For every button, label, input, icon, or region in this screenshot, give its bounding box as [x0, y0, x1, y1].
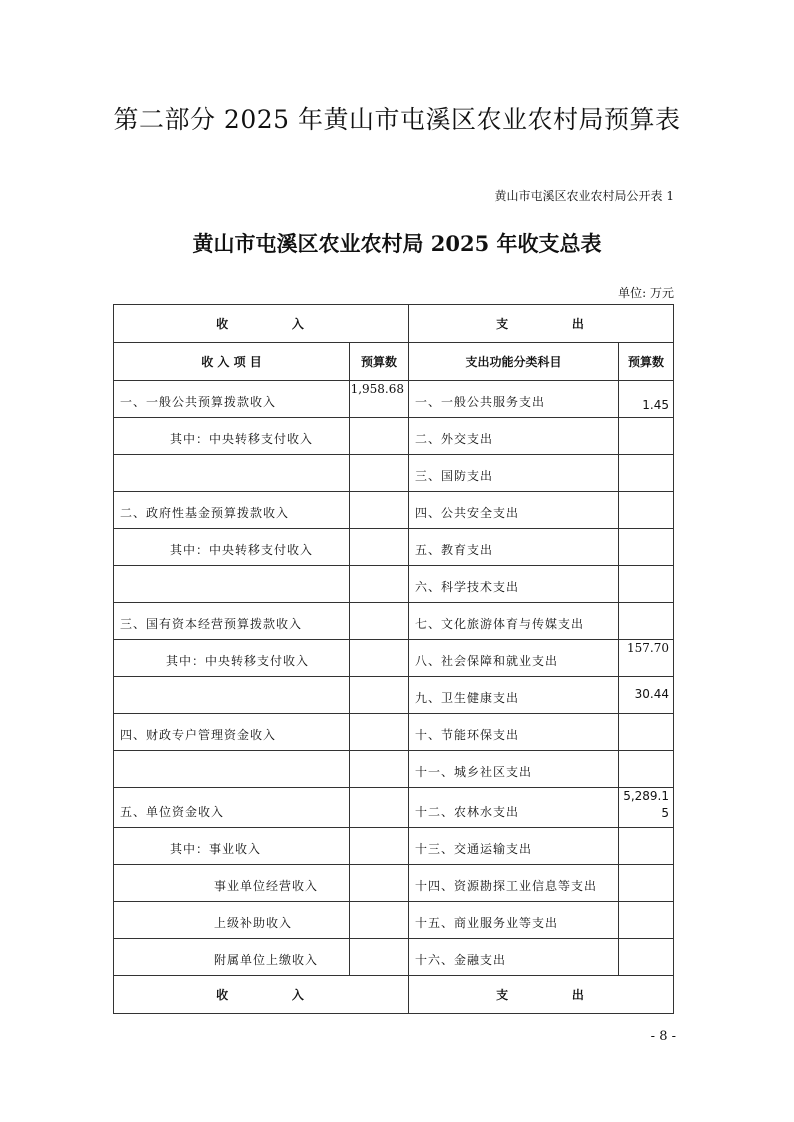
- expense-item: 十五、商业服务业等支出: [415, 916, 559, 930]
- income-amount: [350, 970, 408, 975]
- expense-item: 六、科学技术支出: [415, 580, 520, 594]
- income-item: 其中：中央转移支付收入: [170, 543, 314, 557]
- expense-amount: 1.45: [642, 398, 669, 412]
- page-number: - 8 -: [650, 1029, 676, 1044]
- table-row: [114, 455, 674, 492]
- table-row: [114, 788, 674, 828]
- table-row: [114, 714, 674, 751]
- expense-item: 一、一般公共服务支出: [415, 395, 546, 409]
- income-item: [114, 780, 349, 787]
- expense-item: 十一、城乡社区支出: [415, 765, 533, 779]
- table-row: [114, 828, 674, 865]
- income-header: 收 入: [114, 305, 409, 343]
- table-row: [114, 640, 674, 677]
- unit-label: 单位: 万元: [618, 286, 674, 300]
- income-amount: [350, 449, 408, 454]
- income-amount: [350, 896, 408, 901]
- expense-item: 二、外交支出: [415, 432, 494, 446]
- expense-item: 十四、资源勘探工业信息等支出: [415, 879, 598, 893]
- income-item: 一、一般公共预算拨款收入: [120, 395, 277, 409]
- income-item: 二、政府性基金预算拨款收入: [120, 506, 290, 520]
- income-amount: [350, 634, 408, 639]
- expense-amount: [619, 523, 673, 528]
- expense-item: 十六、金融支出: [415, 953, 507, 967]
- income-item: [114, 484, 349, 491]
- table-row: [114, 939, 674, 976]
- table-footer-row: [114, 976, 674, 1014]
- income-amount: 1,958.68: [350, 382, 404, 396]
- col-income-item: 收 入 项 目: [114, 343, 350, 381]
- income-item: 上级补助收入: [214, 916, 293, 930]
- income-item: [114, 706, 349, 713]
- expense-item: 四、公共安全支出: [415, 506, 520, 520]
- expense-amount: [619, 560, 673, 565]
- expense-amount: [619, 896, 673, 901]
- income-footer: 收 入: [114, 976, 409, 1014]
- income-amount: [350, 560, 408, 565]
- income-amount: [350, 486, 408, 491]
- income-item: 其中：中央转移支付收入: [170, 432, 314, 446]
- col-expense-budget: 预算数: [619, 343, 674, 381]
- expense-item: 十、节能环保支出: [415, 728, 520, 742]
- part-title: 第二部分 2025 年黄山市屯溪区农业农村局预算表: [113, 105, 681, 134]
- income-amount: [350, 933, 408, 938]
- income-amount: [350, 523, 408, 528]
- budget-summary-table: [113, 304, 674, 1014]
- income-amount: [350, 745, 408, 750]
- table-row: [114, 566, 674, 603]
- expense-amount: [619, 745, 673, 750]
- expense-amount: 157.70: [627, 641, 669, 655]
- income-amount: [350, 597, 408, 602]
- expense-header: 支 出: [409, 305, 674, 343]
- income-item: 五、单位资金收入: [120, 805, 225, 819]
- income-item: 三、国有资本经营预算拨款收入: [120, 617, 303, 631]
- expense-amount: [619, 597, 673, 602]
- expense-item: 十二、农林水支出: [415, 805, 520, 819]
- table-row: [114, 492, 674, 529]
- expense-item: 三、国防支出: [415, 469, 494, 483]
- income-item: 其中：中央转移支付收入: [166, 654, 310, 668]
- column-header-row: [114, 343, 674, 381]
- expense-amount: [619, 634, 673, 639]
- income-amount: [350, 782, 408, 787]
- expense-amount: [619, 486, 673, 491]
- income-item: 附属单位上缴收入: [214, 953, 319, 967]
- table-row: [114, 865, 674, 902]
- table-row: [114, 529, 674, 566]
- expense-amount: 30.44: [634, 687, 669, 701]
- income-amount: [350, 822, 408, 827]
- table-row: [114, 418, 674, 455]
- table-row: [114, 902, 674, 939]
- income-item: 事业单位经营收入: [214, 879, 319, 893]
- col-income-budget: 预算数: [350, 343, 409, 381]
- income-item: 其中：事业收入: [170, 842, 262, 856]
- income-amount: [350, 859, 408, 864]
- expense-footer: 支 出: [409, 976, 674, 1014]
- table-header-row: [114, 305, 674, 343]
- expense-item: 十三、交通运输支出: [415, 842, 533, 856]
- expense-amount: [619, 859, 673, 864]
- expense-amount: 5,289.15: [623, 789, 669, 820]
- expense-item: 八、社会保障和就业支出: [415, 654, 559, 668]
- table-row: [114, 603, 674, 640]
- expense-amount: [619, 449, 673, 454]
- income-item: [114, 595, 349, 602]
- income-amount: [350, 708, 408, 713]
- expense-amount: [619, 970, 673, 975]
- col-expense-item: 支出功能分类科目: [409, 343, 619, 381]
- expense-item: 七、文化旅游体育与传媒支出: [415, 617, 585, 631]
- income-amount: [350, 671, 408, 676]
- table-row: [114, 381, 674, 418]
- expense-item: 九、卫生健康支出: [415, 691, 520, 705]
- expense-amount: [619, 782, 673, 787]
- table-row: [114, 751, 674, 788]
- expense-item: 五、教育支出: [415, 543, 494, 557]
- table-row: [114, 677, 674, 714]
- income-item: 四、财政专户管理资金收入: [120, 728, 277, 742]
- expense-amount: [619, 933, 673, 938]
- table-number-label: 黄山市屯溪区农业农村局公开表 1: [494, 189, 674, 203]
- table-title: 黄山市屯溪区农业农村局 2025 年收支总表: [192, 231, 602, 256]
